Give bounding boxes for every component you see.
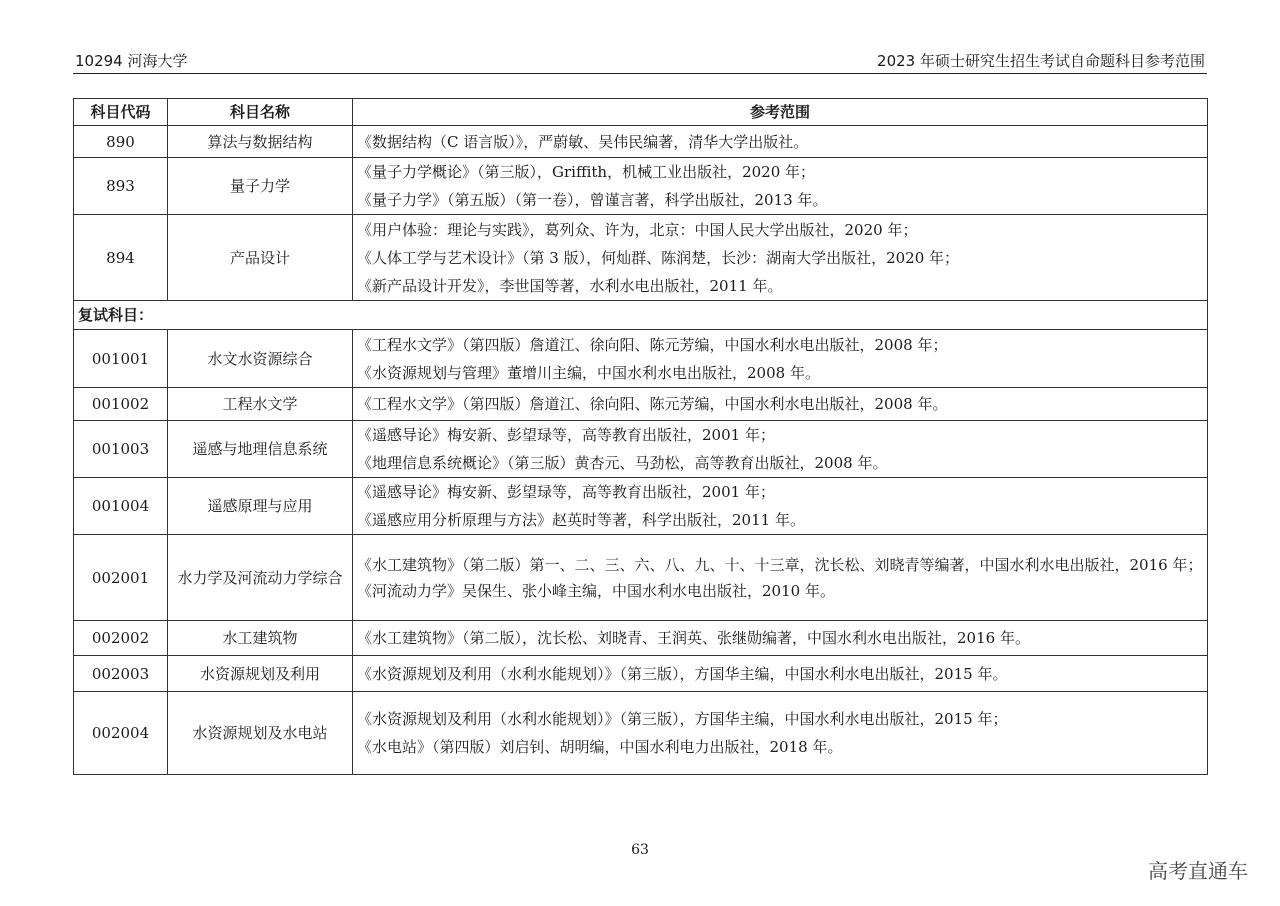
reference-line: 《新产品设计开发》，李世国等著，水利水电出版社，2011 年。 [357, 276, 783, 295]
reference-line: 《地理信息系统概论》（第三版）黄杏元、马劲松，高等教育出版社，2008 年。 [357, 454, 888, 472]
reference-line: 《人体工学与艺术设计》（第 3 版），何灿群、陈润楚，长沙：湖南大学出版社，2020 年； [357, 248, 960, 267]
table-row [74, 478, 1208, 535]
reference-line: 《遥感导论》梅安新、彭望琭等，高等教育出版社，2001 年； [357, 483, 775, 501]
section-label: 复试科目： [74, 301, 1208, 330]
table-row [74, 330, 1208, 388]
reference-cell [353, 388, 1208, 421]
reference-line: 《工程水文学》（第四版）詹道江、徐向阳、陈元芳编，中国水利水电出版社，2008 年； [357, 335, 948, 354]
subject-name: 量子力学 [168, 158, 353, 215]
reference-line: 《水工建筑物》（第二版），沈长松、刘晓青、王润英、张继勋编著，中国水利水电出版社，2016 年。 [357, 629, 1030, 647]
table-row [74, 656, 1208, 692]
subject-name: 工程水文学 [168, 388, 353, 421]
column-header-name: 科目名称 [168, 99, 353, 126]
reference-line: 《水资源规划及利用（水利水能规划）》（第三版），方国华主编，中国水利水电出版社，2015 年。 [357, 664, 1008, 683]
table-row [74, 388, 1208, 421]
subject-name: 产品设计 [168, 215, 353, 301]
watermark-text: 高考直通车 [1148, 859, 1248, 883]
reference-line: 《遥感应用分析原理与方法》赵英时等著，科学出版社，2011 年。 [357, 511, 805, 529]
subject-name: 水资源规划及利用 [168, 656, 353, 692]
subject-code: 002004 [74, 692, 168, 775]
subject-code: 001003 [74, 421, 168, 478]
subject-code: 001002 [74, 388, 168, 421]
subject-name: 遥感原理与应用 [168, 478, 353, 535]
reference-cell [353, 656, 1208, 692]
header-title: 2023 年硕士研究生招生考试自命题科目参考范围 [877, 52, 1205, 70]
table-row [74, 421, 1208, 478]
reference-line: 《遥感导论》梅安新、彭望琭等，高等教育出版社，2001 年； [357, 426, 775, 444]
reference-cell [353, 478, 1208, 535]
column-header-refs: 参考范围 [353, 99, 1208, 126]
reference-cell [353, 621, 1208, 656]
reference-line: 《量子力学概论》（第三版），Griffith，机械工业出版社，2020 年； [357, 163, 816, 181]
subject-code: 002003 [74, 656, 168, 692]
subject-name: 遥感与地理信息系统 [168, 421, 353, 478]
subject-name: 水工建筑物 [168, 621, 353, 656]
subject-code: 002001 [74, 535, 168, 621]
table-row [74, 126, 1208, 158]
reference-cell [353, 330, 1208, 388]
table-row [74, 692, 1208, 775]
reference-line: 《量子力学》（第五版）（第一卷），曾谨言著，科学出版社，2013 年。 [357, 191, 828, 209]
reference-line: 《河流动力学》吴保生、张小峰主编，中国水利水电出版社，2010 年。 [357, 581, 835, 600]
subject-name: 水力学及河流动力学综合 [168, 535, 353, 621]
table-header-row [74, 99, 1208, 126]
reference-line: 《水资源规划与管理》董增川主编，中国水利水电出版社，2008 年。 [357, 363, 820, 382]
reference-cell [353, 535, 1208, 621]
reference-table [73, 98, 1208, 775]
reference-cell [353, 126, 1208, 158]
table-row [74, 215, 1208, 301]
subject-name: 算法与数据结构 [168, 126, 353, 158]
reference-cell [353, 692, 1208, 775]
reference-line: 《用户体验：理论与实践》，葛列众、许为，北京：中国人民大学出版社，2020 年； [357, 220, 918, 239]
page-number: 63 [631, 842, 649, 858]
reference-line: 《数据结构（C 语言版）》，严蔚敏、吴伟民编著，清华大学出版社。 [357, 132, 809, 151]
column-header-code: 科目代码 [74, 99, 168, 126]
reference-line: 《水电站》（第四版）刘启钊、胡明编，中国水利电力出版社，2018 年。 [357, 738, 843, 756]
subject-name: 水文水资源综合 [168, 330, 353, 388]
reference-cell [353, 421, 1208, 478]
reference-line: 《水工建筑物》（第二版）第一、二、三、六、八、九、十、十三章，沈长松、刘晓青等编著，中国水利水电出版社，2016 年； [357, 555, 1203, 574]
section-row [74, 301, 1208, 330]
table-row [74, 621, 1208, 656]
reference-cell [353, 158, 1208, 215]
subject-code: 893 [74, 158, 168, 215]
header-rule [73, 73, 1207, 74]
subject-code: 890 [74, 126, 168, 158]
header-university: 10294 河海大学 [75, 52, 188, 70]
table-row [74, 535, 1208, 621]
subject-code: 001001 [74, 330, 168, 388]
reference-line: 《水资源规划及利用（水利水能规划）》（第三版），方国华主编，中国水利水电出版社，2015 年； [357, 710, 1008, 728]
subject-name: 水资源规划及水电站 [168, 692, 353, 775]
subject-code: 002002 [74, 621, 168, 656]
subject-code: 894 [74, 215, 168, 301]
reference-cell [353, 215, 1208, 301]
table-row [74, 158, 1208, 215]
reference-line: 《工程水文学》（第四版）詹道江、徐向阳、陈元芳编，中国水利水电出版社，2008 年。 [357, 395, 948, 413]
subject-code: 001004 [74, 478, 168, 535]
